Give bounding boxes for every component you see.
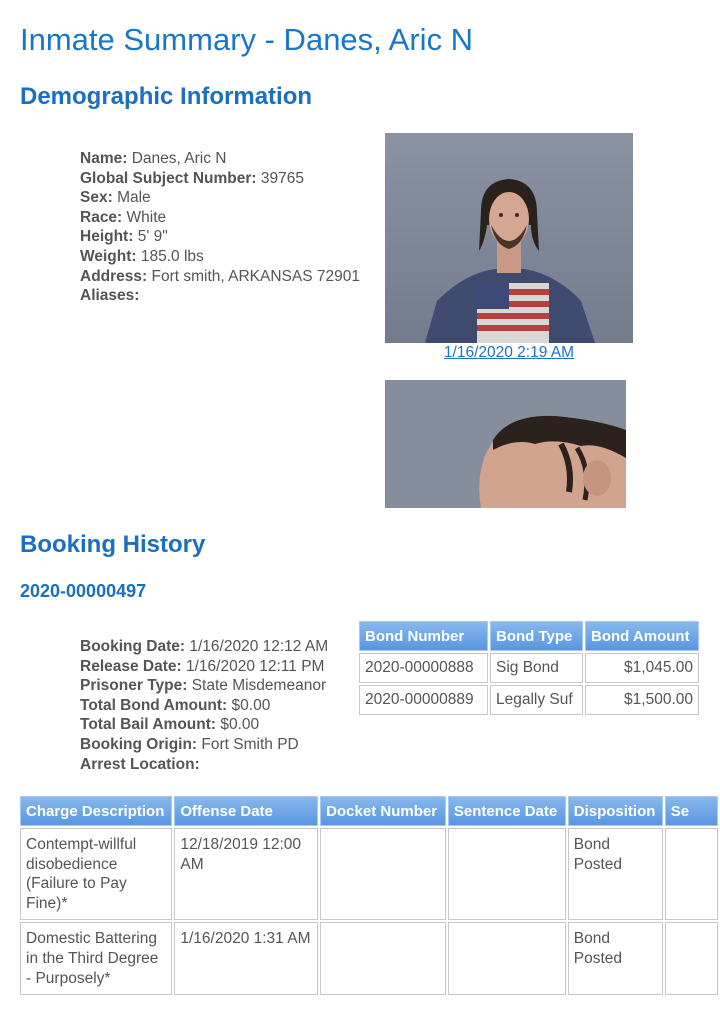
mugshot-profile-illustration	[385, 380, 626, 508]
offense-date-cell: 12/18/2019 12:00 AM	[174, 828, 318, 920]
field-prisoner-type: Prisoner Type: State Misdemeanor	[80, 677, 327, 695]
disposition-cell: Bond Posted	[568, 828, 663, 920]
booking-info	[80, 637, 328, 774]
field-aliases: Aliases:	[80, 287, 140, 305]
table-row	[20, 828, 718, 920]
mugshot-date-link[interactable]: 1/16/2020 2:19 AM	[443, 344, 575, 361]
docket-number-cell	[320, 922, 446, 995]
bond-number-cell: 2020-00000889	[359, 685, 488, 715]
field-address: Address: Fort smith, ARKANSAS 72901	[80, 267, 360, 285]
sentence-date-header: Sentence Date	[448, 796, 566, 826]
charge-description-cell: Contempt-willful disobedience (Failure to Pay Fine)*	[20, 828, 172, 920]
bond-amount-cell: $1,045.00	[585, 653, 699, 683]
field-release-date: Release Date: 1/16/2020 12:11 PM	[80, 657, 325, 675]
charge-header-row	[20, 796, 718, 826]
charge-table-container	[20, 796, 720, 997]
field-sex: Sex: Male	[80, 189, 151, 207]
bond-amount-header: Bond Amount	[585, 621, 699, 651]
bond-number-header: Bond Number	[359, 621, 488, 651]
sentence-cell	[665, 922, 718, 995]
bond-header-row	[359, 621, 699, 651]
field-arrest-location: Arrest Location:	[80, 755, 200, 773]
sentence-header: Se	[665, 796, 718, 826]
booking-number: 2020-00000497	[20, 581, 147, 601]
table-row	[359, 685, 699, 715]
table-row	[359, 653, 699, 683]
offense-date-header: Offense Date	[174, 796, 318, 826]
mugshot-illustration	[385, 133, 633, 343]
disposition-header: Disposition	[568, 796, 663, 826]
bond-table	[357, 619, 701, 717]
bond-type-cell: Sig Bond	[490, 653, 583, 683]
field-booking-origin: Booking Origin: Fort Smith PD	[80, 735, 299, 753]
charge-table	[20, 796, 720, 997]
field-total-bond-amount: Total Bond Amount: $0.00	[80, 696, 271, 714]
field-total-bail-amount: Total Bail Amount: $0.00	[80, 716, 260, 734]
field-weight: Weight: 185.0 lbs	[80, 247, 204, 265]
sentence-date-cell	[448, 922, 566, 995]
booking-history-heading: Booking History	[20, 531, 206, 558]
mugshot-profile-photo[interactable]	[385, 380, 626, 508]
field-race: Race: White	[80, 208, 167, 226]
demographic-heading: Demographic Information	[20, 83, 313, 110]
disposition-cell: Bond Posted	[568, 922, 663, 995]
charge-description-header: Charge Description	[20, 796, 172, 826]
demographic-info	[80, 149, 360, 306]
charge-description-cell: Domestic Battering in the Third Degree - Purposely*	[20, 922, 172, 995]
field-global-subject-number: Global Subject Number: 39765	[80, 169, 304, 187]
bond-number-cell: 2020-00000888	[359, 653, 488, 683]
docket-number-header: Docket Number	[320, 796, 446, 826]
mugshot-photo[interactable]	[385, 133, 633, 343]
field-booking-date: Booking Date: 1/16/2020 12:12 AM	[80, 638, 329, 655]
offense-date-cell: 1/16/2020 1:31 AM	[174, 922, 318, 995]
bond-type-header: Bond Type	[490, 621, 583, 651]
field-height: Height: 5' 9"	[80, 228, 168, 246]
table-row	[20, 922, 718, 995]
field-name: Name: Danes, Aric N	[80, 150, 227, 167]
sentence-cell	[665, 828, 718, 920]
bond-amount-cell: $1,500.00	[585, 685, 699, 715]
docket-number-cell	[320, 828, 446, 920]
sentence-date-cell	[448, 828, 566, 920]
bond-type-cell: Legally Suf	[490, 685, 583, 715]
page-title: Inmate Summary - Danes, Aric N	[20, 22, 474, 57]
